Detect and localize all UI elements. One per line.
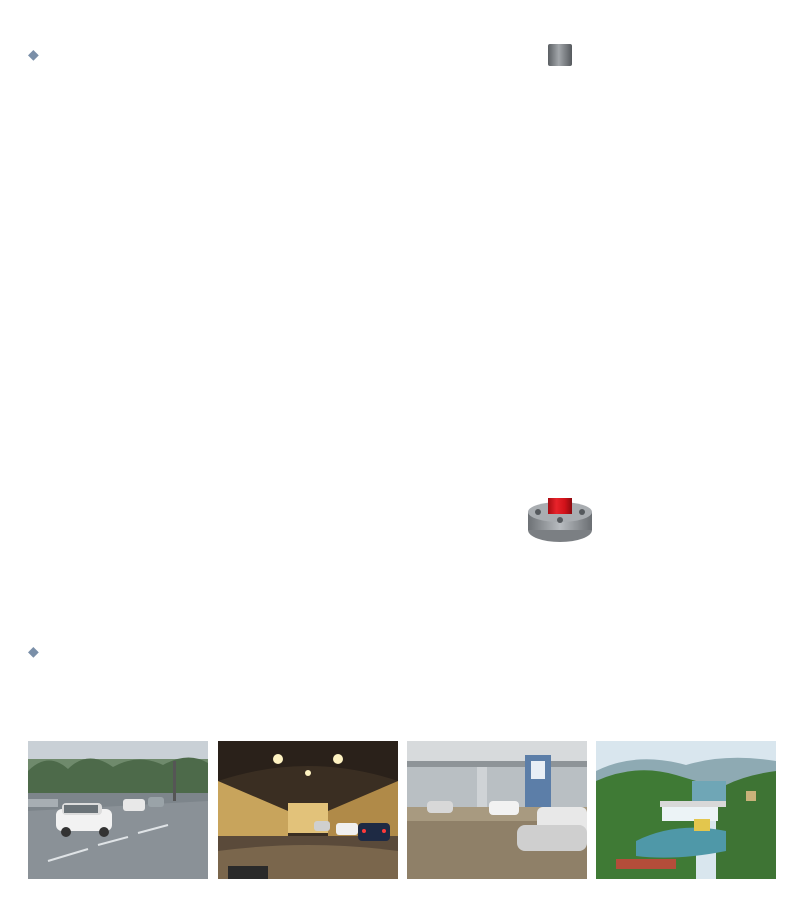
flooded-road-photo	[28, 741, 208, 879]
level-sensor-pole-image	[520, 40, 600, 550]
features-heading	[28, 44, 43, 64]
bolt-hole	[535, 509, 541, 515]
reservoir-dam-photo	[596, 741, 776, 879]
bolt-hole	[557, 517, 563, 523]
applications-heading	[28, 641, 43, 661]
diamond-icon: ◆	[28, 46, 39, 62]
diamond-icon: ◆	[28, 643, 39, 659]
bolt-hole	[579, 509, 585, 515]
flooded-garage-photo	[407, 741, 587, 879]
pole-foot	[548, 498, 572, 514]
pole-cap	[548, 44, 572, 66]
flooded-tunnel-photo	[218, 741, 398, 879]
